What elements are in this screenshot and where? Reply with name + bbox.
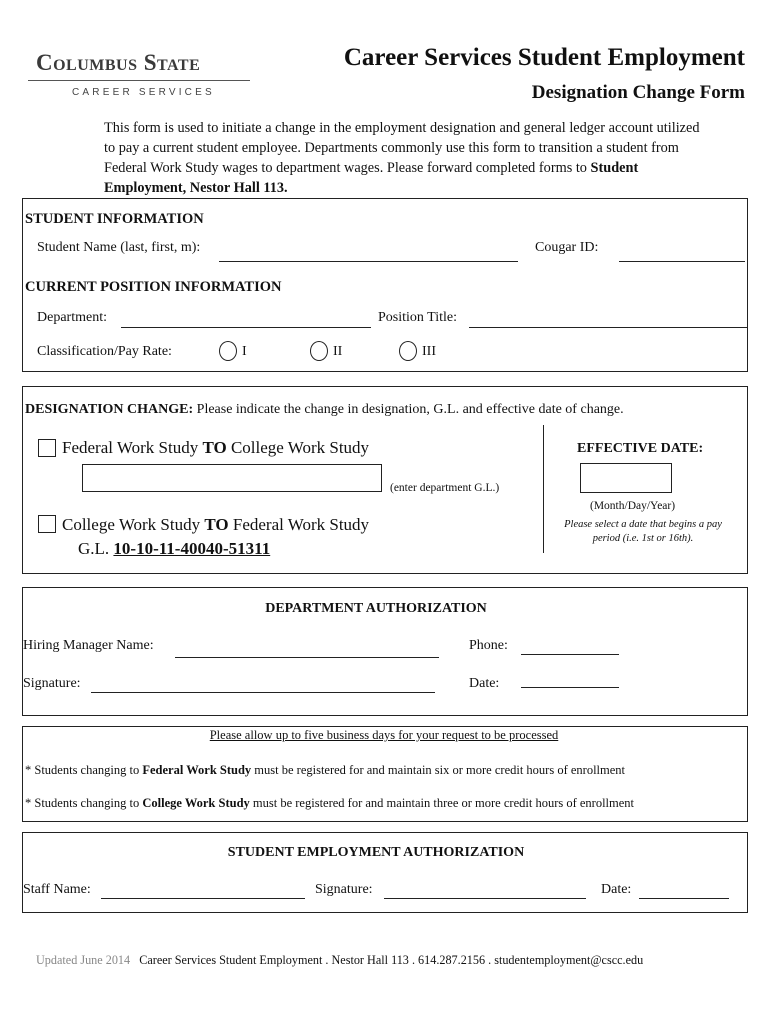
gl-label: G.L. — [78, 539, 110, 558]
form-title: Career Services Student Employment — [343, 44, 745, 71]
department-gl-input[interactable] — [82, 464, 382, 492]
position-title-field[interactable] — [469, 327, 747, 328]
cougar-id-label: Cougar ID: — [535, 240, 599, 255]
pay-period-note: Please select a date that begins a pay period (i.e. 1st or 16th). — [564, 519, 722, 544]
footer — [36, 953, 643, 968]
logo-name: Columbus State — [36, 50, 201, 75]
se-date-field[interactable] — [639, 898, 729, 899]
dept-date-field[interactable] — [521, 687, 619, 688]
classification-radio-ii[interactable] — [310, 341, 328, 361]
fws-to-cws-label — [62, 438, 369, 458]
cws-to-fws-label — [62, 515, 369, 535]
se-auth-heading: STUDENT EMPLOYMENT AUTHORIZATION — [227, 845, 525, 860]
note1-pre: * Students changing to — [25, 763, 143, 777]
classification-radio-iii[interactable] — [399, 341, 417, 361]
classification-radio-i[interactable] — [219, 341, 237, 361]
student-employment-authorization-section — [22, 832, 748, 913]
form-subtitle: Designation Change Form — [531, 82, 745, 103]
staff-name-field[interactable] — [101, 898, 305, 899]
option1-to: TO — [202, 438, 227, 457]
logo-divider — [28, 80, 250, 81]
effective-date-input[interactable] — [580, 463, 672, 493]
option2-to: TO — [204, 515, 229, 534]
designation-heading: DESIGNATION CHANGE: — [25, 402, 194, 417]
effective-date-divider — [543, 425, 544, 553]
effective-date-heading: EFFECTIVE DATE: — [577, 441, 704, 456]
student-name-field[interactable] — [219, 261, 518, 262]
cws-credit-note — [25, 796, 634, 811]
note2-post: must be registered for and maintain three or more credit hours of enrollment — [249, 796, 635, 810]
processing-notes-section — [22, 726, 748, 822]
department-field[interactable] — [121, 327, 371, 328]
phone-field[interactable] — [521, 654, 619, 655]
fws-credit-note — [25, 763, 625, 778]
option1-target: College Work Study — [230, 438, 370, 457]
cougar-id-field[interactable] — [619, 261, 745, 262]
gl-value: 10-10-11-40040-51311 — [113, 539, 271, 558]
classification-label: Classification/Pay Rate: — [37, 344, 172, 359]
classification-option-ii: II — [333, 344, 343, 359]
se-signature-label: Signature: — [315, 882, 373, 897]
classification-option-iii: III — [422, 344, 436, 359]
position-title-label: Position Title: — [378, 310, 457, 325]
department-gl-hint: (enter department G.L.) — [390, 482, 500, 494]
option1-from: Federal Work Study — [62, 438, 199, 457]
department-label: Department: — [37, 310, 107, 325]
intro-paragraph — [104, 118, 704, 198]
date-format-hint: (Month/Day/Year) — [590, 500, 676, 512]
note1-post: must be registered for and maintain six or more credit hours of enrollment — [251, 763, 626, 777]
footer-updated: Updated June 2014 — [36, 953, 131, 967]
footer-info: Career Services Student Employment . Nestor Hall 113 . 614.287.2156 . studentemployment@cscc.edu — [139, 953, 644, 967]
logo-subtitle: CAREER SERVICES — [72, 87, 215, 98]
student-position-section — [22, 198, 748, 372]
designation-change-section — [22, 386, 748, 574]
dept-signature-label: Signature: — [23, 676, 81, 691]
fws-to-cws-checkbox[interactable] — [38, 439, 56, 457]
position-info-heading: CURRENT POSITION INFORMATION — [25, 279, 282, 295]
intro-bold: Student Employment, Nestor Hall 113. — [104, 160, 639, 196]
department-authorization-section — [22, 587, 748, 716]
staff-name-label: Staff Name: — [23, 882, 91, 897]
note2-pre: * Students changing to — [25, 796, 143, 810]
classification-option-i: I — [242, 344, 247, 359]
student-info-heading: STUDENT INFORMATION — [25, 211, 204, 227]
cws-to-fws-checkbox[interactable] — [38, 515, 56, 533]
designation-instruction: Please indicate the change in designation, G.L. and effective date of change. — [196, 402, 624, 417]
processing-notice: Please allow up to five business days for your request to be processed — [209, 728, 559, 742]
designation-instruction-line — [25, 402, 624, 418]
note1-bold: Federal Work Study — [142, 763, 252, 777]
dept-signature-field[interactable] — [91, 692, 435, 693]
dept-date-label: Date: — [469, 676, 500, 691]
intro-text: This form is used to initiate a change in the employment designation and general ledger account utilized to pay a current student employee. Departments commonly use this form to transition a student from Federal Work Study wages to department wages. Please forward completed forms to — [104, 120, 700, 176]
fws-gl-line — [78, 539, 270, 559]
option2-target: Federal Work Study — [232, 515, 370, 534]
hiring-manager-field[interactable] — [175, 657, 439, 658]
student-name-label: Student Name (last, first, m): — [37, 240, 201, 255]
phone-label: Phone: — [469, 638, 508, 653]
se-date-label: Date: — [601, 882, 632, 897]
hiring-manager-label: Hiring Manager Name: — [23, 638, 154, 653]
se-signature-field[interactable] — [384, 898, 586, 899]
note2-bold: College Work Study — [142, 796, 250, 810]
dept-auth-heading: DEPARTMENT AUTHORIZATION — [265, 601, 487, 616]
option2-from: College Work Study — [62, 515, 201, 534]
